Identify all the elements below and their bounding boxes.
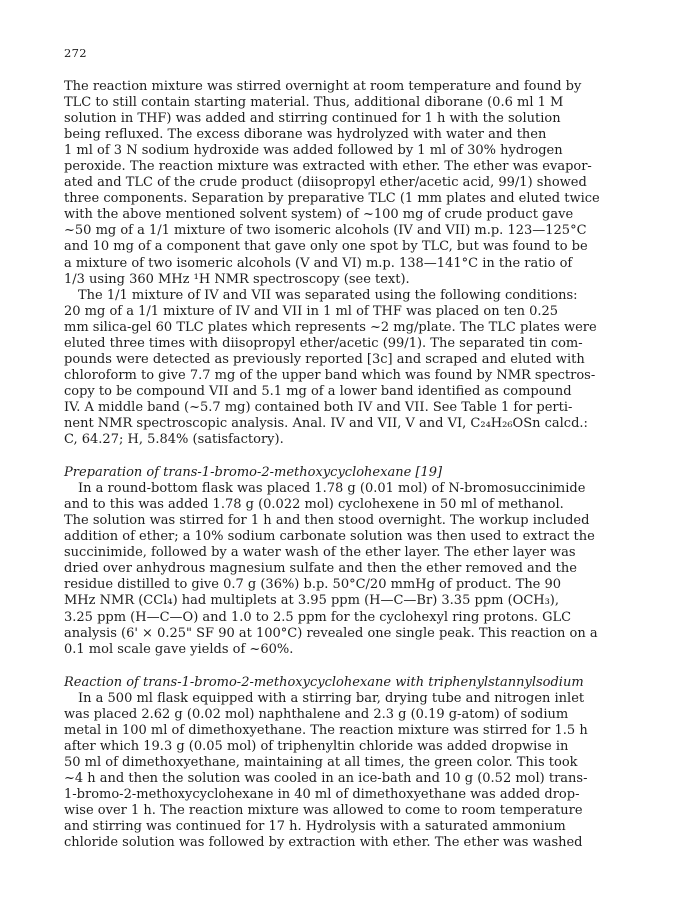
text-line: The reaction mixture was stirred overnight at room temperature and found by <box>64 79 582 94</box>
text-line: mm silica-gel 60 TLC plates which represents ~2 mg/plate. The TLC plates were <box>64 319 597 335</box>
section-heading: Reaction of trans-1-bromo-2-methoxycyclohexane with triphenylstannylsodium <box>64 674 584 690</box>
text-line: with the above mentioned solvent system) of ~100 mg of crude product gave <box>64 207 574 223</box>
text-line: IV. A middle band (~5.7 mg) contained both IV and VII. See Table 1 for perti- <box>64 399 573 415</box>
text-line: solution in THF) was added and stirring continued for 1 h with the solution <box>64 111 561 127</box>
text-line: copy to be compound VII and 5.1 mg of a lower band identified as compound <box>64 383 572 399</box>
text-line: wise over 1 h. The reaction mixture was allowed to come to room temperature <box>64 803 583 819</box>
text-line: dried over anhydrous magnesium sulfate and then the ether removed and the <box>64 561 577 577</box>
text-line: chloride solution was followed by extraction with ether. The ether was washed <box>64 835 583 851</box>
text-line: pounds were detected as previously reported [3c] and scraped and eluted with <box>64 351 585 367</box>
text-line: MHz NMR (CCl₄) had multiplets at 3.95 ppm (H—C—Br) 3.35 ppm (OCH₃), <box>64 593 560 609</box>
text-line: after which 19.3 g (0.05 mol) of triphenyltin chloride was added dropwise in <box>64 738 569 754</box>
text-line: 20 mg of a 1/1 mixture of IV and VII in 1 ml of THF was placed on ten 0.25 <box>64 303 559 319</box>
body-text <box>64 79 638 851</box>
text-line: 3.25 ppm (H—C—O) and 1.0 to 2.5 ppm for the cyclohexyl ring protons. GLC <box>64 609 572 625</box>
text-line: The 1/1 mixture of IV and VII was separated using the following conditions: <box>78 287 578 303</box>
text-line: In a 500 ml flask equipped with a stirring bar, drying tube and nitrogen inlet <box>78 690 585 706</box>
text-line: The solution was stirred for 1 h and then stood overnight. The workup included <box>64 513 590 529</box>
text-line: peroxide. The reaction mixture was extracted with ether. The ether was evapor- <box>64 159 592 175</box>
text-line: succinimide, followed by a water wash of the ether layer. The ether layer was <box>64 545 576 561</box>
text-line: being refluxed. The excess diborane was hydrolyzed with water and then <box>64 127 547 143</box>
text-line: metal in 100 ml of dimethoxyethane. The reaction mixture was stirred for 1.5 h <box>64 722 588 738</box>
text-line: and to this was added 1.78 g (0.022 mol) cyclohexene in 50 ml of methanol. <box>64 497 564 513</box>
text-line: 1-bromo-2-methoxycyclohexane in 40 ml of dimethoxyethane was added drop- <box>64 786 580 802</box>
text-line: chloroform to give 7.7 mg of the upper band which was found by NMR spectros- <box>64 367 596 383</box>
text-line: eluted three times with diisopropyl ether/acetic (99/1). The separated tin com- <box>64 335 583 351</box>
text-line: TLC to still contain starting material. Thus, additional diborane (0.6 ml 1 M <box>64 95 564 111</box>
text-line: 50 ml of dimethoxyethane, maintaining at all times, the green color. This took <box>64 754 578 770</box>
text-line: C, 64.27; H, 5.84% (satisfactory). <box>64 432 284 448</box>
text-line: residue distilled to give 0.7 g (36%) b.p. 50°C/20 mmHg of product. The 90 <box>64 577 562 593</box>
text-line: a mixture of two isomeric alcohols (V and VI) m.p. 138—141°C in the ratio of <box>64 255 573 271</box>
text-line: addition of ether; a 10% sodium carbonate solution was then used to extract the <box>64 529 595 545</box>
text-line: ~50 mg of a 1/1 mixture of two isomeric alcohols (IV and VII) m.p. 123—125°C <box>64 223 587 239</box>
text-line: 0.1 mol scale gave yields of ~60%. <box>64 641 294 657</box>
text-line: ~4 h and then the solution was cooled in an ice-bath and 10 g (0.52 mol) trans- <box>64 770 588 786</box>
text-line: and 10 mg of a component that gave only one spot by TLC, but was found to be <box>64 239 588 255</box>
section-heading: Preparation of trans-1-bromo-2-methoxycyclohexane [19] <box>64 465 443 481</box>
text-line: 1 ml of 3 N sodium hydroxide was added followed by 1 ml of 30% hydrogen <box>64 143 563 159</box>
text-line: In a round-bottom flask was placed 1.78 g (0.01 mol) of N-bromosuccinimide <box>78 481 586 497</box>
text-line: three components. Separation by preparative TLC (1 mm plates and eluted twice <box>64 191 600 207</box>
text-line: and stirring was continued for 17 h. Hydrolysis with a saturated ammonium <box>64 819 566 835</box>
text-line: 1/3 using 360 MHz ¹H NMR spectroscopy (see text). <box>64 271 410 287</box>
text-line: was placed 2.62 g (0.02 mol) naphthalene and 2.3 g (0.19 g-atom) of sodium <box>64 706 569 722</box>
text-line: analysis (6' × 0.25" SF 90 at 100°C) revealed one single peak. This reaction on a <box>64 625 598 641</box>
page-number: 272 <box>64 46 87 60</box>
text-line: ated and TLC of the crude product (diisopropyl ether/acetic acid, 99/1) showed <box>64 175 587 191</box>
text-line: nent NMR spectroscopic analysis. Anal. IV and VII, V and VI, C₂₄H₂₆OSn calcd.: <box>64 415 588 431</box>
